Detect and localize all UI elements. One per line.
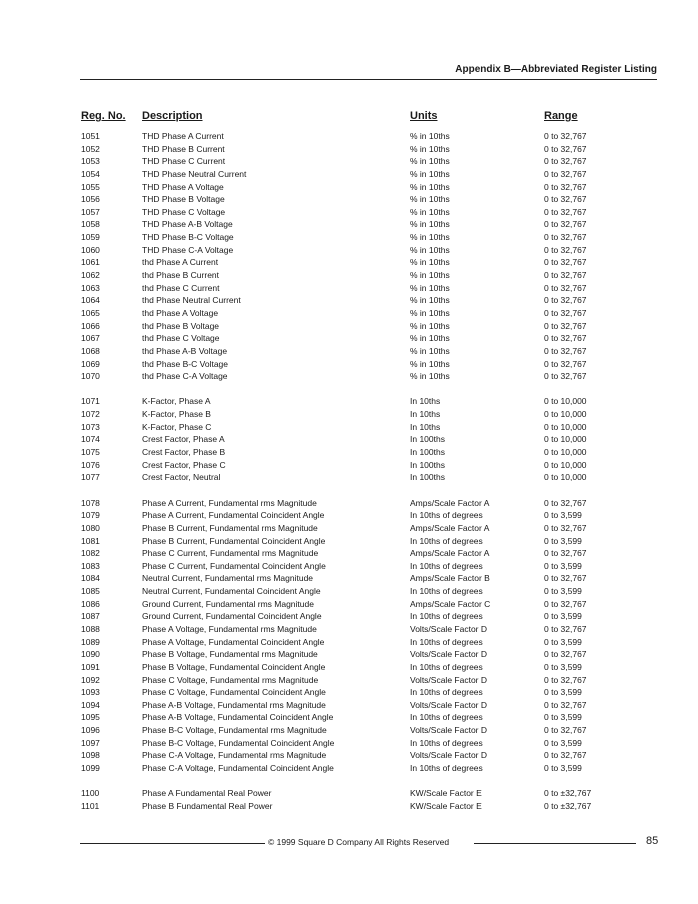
register-number: 1069 bbox=[81, 358, 100, 369]
register-units: Amps/Scale Factor A bbox=[410, 497, 490, 508]
register-units: % in 10ths bbox=[410, 358, 450, 369]
column-header-units: Units bbox=[410, 110, 438, 122]
register-units: In 10ths of degrees bbox=[410, 611, 483, 622]
register-number: 1079 bbox=[81, 510, 100, 521]
register-description: thd Phase A-B Voltage bbox=[142, 345, 228, 356]
register-range: 0 to 32,767 bbox=[544, 168, 587, 179]
table-row bbox=[0, 623, 698, 636]
register-units: Volts/Scale Factor D bbox=[410, 623, 488, 634]
table-row bbox=[0, 459, 698, 472]
register-number: 1063 bbox=[81, 282, 100, 293]
register-range: 0 to 32,767 bbox=[544, 232, 587, 243]
register-units: In 10ths of degrees bbox=[410, 535, 483, 546]
register-units: Volts/Scale Factor D bbox=[410, 649, 488, 660]
register-description: Phase A Current, Fundamental rms Magnitude bbox=[142, 497, 317, 508]
table-row bbox=[0, 294, 698, 307]
table-row bbox=[0, 193, 698, 206]
register-description: Phase C Voltage, Fundamental Coincident Angle bbox=[142, 687, 326, 698]
register-number: 1095 bbox=[81, 712, 100, 723]
register-units: % in 10ths bbox=[410, 194, 450, 205]
register-range: 0 to 32,767 bbox=[544, 371, 587, 382]
register-range: 0 to 10,000 bbox=[544, 459, 587, 470]
register-range: 0 to 3,599 bbox=[544, 586, 582, 597]
register-units: In 100ths bbox=[410, 459, 445, 470]
register-units: % in 10ths bbox=[410, 244, 450, 255]
register-description: Phase A Voltage, Fundamental Coincident Angle bbox=[142, 636, 325, 647]
register-range: 0 to 32,767 bbox=[544, 282, 587, 293]
register-description: Phase A Voltage, Fundamental rms Magnitude bbox=[142, 623, 317, 634]
register-units: Volts/Scale Factor D bbox=[410, 674, 488, 685]
register-number: 1077 bbox=[81, 472, 100, 483]
table-row bbox=[0, 471, 698, 484]
table-row bbox=[0, 497, 698, 510]
register-description: Phase B-C Voltage, Fundamental rms Magnitude bbox=[142, 725, 327, 736]
register-description: Ground Current, Fundamental Coincident Angle bbox=[142, 611, 322, 622]
register-range: 0 to 32,767 bbox=[544, 358, 587, 369]
register-number: 1086 bbox=[81, 598, 100, 609]
register-units: % in 10ths bbox=[410, 282, 450, 293]
column-headers bbox=[0, 110, 698, 124]
table-row bbox=[0, 307, 698, 320]
register-number: 1066 bbox=[81, 320, 100, 331]
register-range: 0 to 32,767 bbox=[544, 497, 587, 508]
register-number: 1058 bbox=[81, 219, 100, 230]
register-units: Amps/Scale Factor B bbox=[410, 573, 490, 584]
register-description: Crest Factor, Neutral bbox=[142, 472, 221, 483]
register-number: 1073 bbox=[81, 421, 100, 432]
register-units: Amps/Scale Factor A bbox=[410, 522, 490, 533]
register-description: Phase B Current, Fundamental Coincident Angle bbox=[142, 535, 326, 546]
register-number: 1054 bbox=[81, 168, 100, 179]
register-number: 1083 bbox=[81, 560, 100, 571]
register-units: % in 10ths bbox=[410, 219, 450, 230]
register-range: 0 to 3,599 bbox=[544, 510, 582, 521]
table-row bbox=[0, 547, 698, 560]
register-description: K-Factor, Phase C bbox=[142, 421, 212, 432]
table-row bbox=[0, 686, 698, 699]
register-number: 1093 bbox=[81, 687, 100, 698]
register-description: thd Phase A Current bbox=[142, 257, 219, 268]
register-range: 0 to 32,767 bbox=[544, 674, 587, 685]
register-units: % in 10ths bbox=[410, 156, 450, 167]
register-description: THD Phase C Voltage bbox=[142, 206, 226, 217]
register-units: In 10ths of degrees bbox=[410, 636, 483, 647]
register-units: In 10ths of degrees bbox=[410, 586, 483, 597]
register-number: 1067 bbox=[81, 333, 100, 344]
register-units: % in 10ths bbox=[410, 181, 450, 192]
register-range: 0 to 3,599 bbox=[544, 535, 582, 546]
register-units: % in 10ths bbox=[410, 320, 450, 331]
register-units: % in 10ths bbox=[410, 371, 450, 382]
register-description: Phase B Current, Fundamental rms Magnitude bbox=[142, 522, 318, 533]
register-range: 0 to 32,767 bbox=[544, 320, 587, 331]
register-number: 1074 bbox=[81, 434, 100, 445]
register-range: 0 to ±32,767 bbox=[544, 800, 592, 811]
table-row bbox=[0, 446, 698, 459]
register-range: 0 to 32,767 bbox=[544, 345, 587, 356]
column-header-description: Description bbox=[142, 110, 203, 122]
table-row bbox=[0, 724, 698, 737]
table-row bbox=[0, 395, 698, 408]
register-range: 0 to 3,599 bbox=[544, 560, 582, 571]
register-number: 1100 bbox=[81, 788, 100, 799]
register-number: 1075 bbox=[81, 447, 100, 458]
register-number: 1091 bbox=[81, 661, 100, 672]
register-number: 1080 bbox=[81, 522, 100, 533]
table-row bbox=[0, 749, 698, 762]
register-units: In 100ths bbox=[410, 434, 445, 445]
register-range: 0 to 32,767 bbox=[544, 143, 587, 154]
register-number: 1092 bbox=[81, 674, 100, 685]
header-divider bbox=[80, 79, 657, 80]
register-description: Phase B-C Voltage, Fundamental Coincident Angle bbox=[142, 737, 335, 748]
register-description: thd Phase C Current bbox=[142, 282, 220, 293]
register-units: In 10ths bbox=[410, 409, 441, 420]
table-row bbox=[0, 661, 698, 674]
table-row bbox=[0, 535, 698, 548]
table-row bbox=[0, 787, 698, 800]
register-number: 1062 bbox=[81, 270, 100, 281]
register-number: 1078 bbox=[81, 497, 100, 508]
register-units: % in 10ths bbox=[410, 270, 450, 281]
register-units: % in 10ths bbox=[410, 333, 450, 344]
register-description: thd Phase C Voltage bbox=[142, 333, 220, 344]
register-units: In 10ths of degrees bbox=[410, 737, 483, 748]
register-range: 0 to 32,767 bbox=[544, 750, 587, 761]
register-description: Crest Factor, Phase B bbox=[142, 447, 226, 458]
table-row bbox=[0, 218, 698, 231]
register-range: 0 to 32,767 bbox=[544, 270, 587, 281]
register-number: 1096 bbox=[81, 725, 100, 736]
register-description: THD Phase B Current bbox=[142, 143, 225, 154]
register-units: In 10ths of degrees bbox=[410, 560, 483, 571]
register-description: Phase A-B Voltage, Fundamental rms Magnitude bbox=[142, 699, 326, 710]
register-range: 0 to 10,000 bbox=[544, 447, 587, 458]
register-description: Phase B Voltage, Fundamental Coincident Angle bbox=[142, 661, 326, 672]
register-description: THD Phase C Current bbox=[142, 156, 226, 167]
register-range: 0 to 32,767 bbox=[544, 725, 587, 736]
register-description: thd Phase Neutral Current bbox=[142, 295, 241, 306]
register-number: 1055 bbox=[81, 181, 100, 192]
register-units: Volts/Scale Factor D bbox=[410, 725, 488, 736]
register-units: In 10ths of degrees bbox=[410, 763, 483, 774]
register-number: 1065 bbox=[81, 307, 100, 318]
register-units: In 10ths bbox=[410, 396, 441, 407]
register-range: 0 to 3,599 bbox=[544, 687, 582, 698]
table-row bbox=[0, 711, 698, 724]
page-number: 85 bbox=[646, 835, 659, 847]
register-description: K-Factor, Phase A bbox=[142, 396, 211, 407]
copyright-notice: © 1999 Square D Company All Rights Reserved bbox=[268, 837, 450, 847]
table-row bbox=[0, 320, 698, 333]
register-description: Phase C-A Voltage, Fundamental rms Magnitude bbox=[142, 750, 327, 761]
register-description: thd Phase C-A Voltage bbox=[142, 371, 228, 382]
register-table bbox=[0, 130, 698, 813]
register-number: 1056 bbox=[81, 194, 100, 205]
register-number: 1061 bbox=[81, 257, 100, 268]
register-number: 1076 bbox=[81, 459, 100, 470]
register-units: % in 10ths bbox=[410, 206, 450, 217]
register-units: KW/Scale Factor E bbox=[410, 788, 482, 799]
table-row bbox=[0, 168, 698, 181]
register-description: Phase B Voltage, Fundamental rms Magnitude bbox=[142, 649, 318, 660]
register-range: 0 to 10,000 bbox=[544, 434, 587, 445]
register-description: Phase C-A Voltage, Fundamental Coincident Angle bbox=[142, 763, 334, 774]
register-description: THD Phase A Current bbox=[142, 131, 224, 141]
register-units: In 10ths bbox=[410, 421, 441, 432]
register-units: In 10ths of degrees bbox=[410, 712, 483, 723]
register-range: 0 to 3,599 bbox=[544, 661, 582, 672]
register-number: 1052 bbox=[81, 143, 100, 154]
table-row bbox=[0, 648, 698, 661]
register-number: 1059 bbox=[81, 232, 100, 243]
table-row bbox=[0, 598, 698, 611]
register-range: 0 to 10,000 bbox=[544, 472, 587, 483]
register-number: 1072 bbox=[81, 409, 100, 420]
register-description: Phase C Voltage, Fundamental rms Magnitude bbox=[142, 674, 319, 685]
column-header-reg-no: Reg. No. bbox=[81, 110, 126, 122]
table-row bbox=[0, 181, 698, 194]
table-row bbox=[0, 206, 698, 219]
register-units: Volts/Scale Factor D bbox=[410, 750, 488, 761]
register-description: Phase A-B Voltage, Fundamental Coincident Angle bbox=[142, 712, 334, 723]
register-units: % in 10ths bbox=[410, 257, 450, 268]
table-row bbox=[0, 699, 698, 712]
register-units: In 100ths bbox=[410, 472, 445, 483]
column-header-range: Range bbox=[544, 110, 578, 122]
register-units: % in 10ths bbox=[410, 345, 450, 356]
table-row bbox=[0, 762, 698, 775]
register-description: THD Phase A-B Voltage bbox=[142, 219, 233, 230]
register-description: THD Phase B-C Voltage bbox=[142, 232, 234, 243]
page-header-title: Appendix B—Abbreviated Register Listing bbox=[455, 64, 657, 75]
register-number: 1053 bbox=[81, 156, 100, 167]
register-number: 1070 bbox=[81, 371, 100, 382]
table-row bbox=[0, 433, 698, 446]
register-number: 1081 bbox=[81, 535, 100, 546]
register-description: THD Phase Neutral Current bbox=[142, 168, 247, 179]
register-units: % in 10ths bbox=[410, 295, 450, 306]
register-description: Phase C Current, Fundamental Coincident Angle bbox=[142, 560, 326, 571]
table-row bbox=[0, 737, 698, 750]
register-description: Ground Current, Fundamental rms Magnitude bbox=[142, 598, 314, 609]
register-units: Volts/Scale Factor D bbox=[410, 699, 488, 710]
register-range: 0 to 32,767 bbox=[544, 131, 587, 141]
table-row bbox=[0, 332, 698, 345]
register-units: In 10ths of degrees bbox=[410, 687, 483, 698]
table-row bbox=[0, 408, 698, 421]
table-row bbox=[0, 143, 698, 156]
register-units: % in 10ths bbox=[410, 131, 450, 141]
table-row bbox=[0, 636, 698, 649]
table-row bbox=[0, 256, 698, 269]
register-number: 1084 bbox=[81, 573, 100, 584]
register-number: 1071 bbox=[81, 396, 100, 407]
register-description: Neutral Current, Fundamental Coincident Angle bbox=[142, 586, 321, 597]
table-row bbox=[0, 800, 698, 813]
register-number: 1094 bbox=[81, 699, 100, 710]
register-range: 0 to 32,767 bbox=[544, 649, 587, 660]
register-number: 1051 bbox=[81, 131, 100, 141]
register-number: 1057 bbox=[81, 206, 100, 217]
table-row bbox=[0, 358, 698, 371]
table-row bbox=[0, 560, 698, 573]
register-description: THD Phase B Voltage bbox=[142, 194, 225, 205]
table-row bbox=[0, 345, 698, 358]
register-range: 0 to 10,000 bbox=[544, 396, 587, 407]
register-range: 0 to 3,599 bbox=[544, 737, 582, 748]
footer-rule-right bbox=[474, 843, 636, 844]
register-number: 1068 bbox=[81, 345, 100, 356]
register-description: thd Phase B Voltage bbox=[142, 320, 220, 331]
register-range: 0 to 10,000 bbox=[544, 421, 587, 432]
register-units: % in 10ths bbox=[410, 168, 450, 179]
register-range: 0 to 32,767 bbox=[544, 522, 587, 533]
register-units: In 10ths of degrees bbox=[410, 510, 483, 521]
table-row bbox=[0, 231, 698, 244]
table-row bbox=[0, 130, 698, 143]
register-number: 1089 bbox=[81, 636, 100, 647]
register-number: 1085 bbox=[81, 586, 100, 597]
register-range: 0 to 32,767 bbox=[544, 244, 587, 255]
register-description: K-Factor, Phase B bbox=[142, 409, 211, 420]
register-number: 1087 bbox=[81, 611, 100, 622]
table-row bbox=[0, 282, 698, 295]
register-range: 0 to 32,767 bbox=[544, 181, 587, 192]
table-row bbox=[0, 610, 698, 623]
register-range: 0 to 32,767 bbox=[544, 307, 587, 318]
table-row bbox=[0, 269, 698, 282]
register-number: 1099 bbox=[81, 763, 100, 774]
register-range: 0 to ±32,767 bbox=[544, 788, 592, 799]
table-row bbox=[0, 421, 698, 434]
register-description: thd Phase A Voltage bbox=[142, 307, 219, 318]
register-range: 0 to 32,767 bbox=[544, 623, 587, 634]
register-range: 0 to 32,767 bbox=[544, 333, 587, 344]
register-number: 1097 bbox=[81, 737, 100, 748]
table-row bbox=[0, 585, 698, 598]
register-description: thd Phase B-C Voltage bbox=[142, 358, 229, 369]
register-units: In 100ths bbox=[410, 447, 445, 458]
register-description: THD Phase A Voltage bbox=[142, 181, 224, 192]
table-row bbox=[0, 522, 698, 535]
register-description: Crest Factor, Phase A bbox=[142, 434, 225, 445]
register-range: 0 to 3,599 bbox=[544, 611, 582, 622]
register-units: % in 10ths bbox=[410, 307, 450, 318]
table-row bbox=[0, 244, 698, 257]
register-number: 1090 bbox=[81, 649, 100, 660]
register-units: KW/Scale Factor E bbox=[410, 800, 482, 811]
register-number: 1064 bbox=[81, 295, 100, 306]
register-number: 1101 bbox=[81, 800, 100, 811]
register-range: 0 to 32,767 bbox=[544, 573, 587, 584]
register-range: 0 to 32,767 bbox=[544, 206, 587, 217]
register-description: Phase B Fundamental Real Power bbox=[142, 800, 273, 811]
table-row bbox=[0, 509, 698, 522]
table-row bbox=[0, 155, 698, 168]
register-units: Amps/Scale Factor A bbox=[410, 548, 490, 559]
register-range: 0 to 3,599 bbox=[544, 712, 582, 723]
register-number: 1098 bbox=[81, 750, 100, 761]
register-description: Phase C Current, Fundamental rms Magnitude bbox=[142, 548, 319, 559]
register-units: % in 10ths bbox=[410, 143, 450, 154]
register-number: 1088 bbox=[81, 623, 100, 634]
register-range: 0 to 32,767 bbox=[544, 156, 587, 167]
register-range: 0 to 3,599 bbox=[544, 636, 582, 647]
register-description: thd Phase B Current bbox=[142, 270, 220, 281]
page-footer bbox=[0, 837, 698, 851]
register-units: Amps/Scale Factor C bbox=[410, 598, 491, 609]
register-number: 1060 bbox=[81, 244, 100, 255]
footer-rule-left bbox=[80, 843, 265, 844]
register-units: % in 10ths bbox=[410, 232, 450, 243]
register-description: Crest Factor, Phase C bbox=[142, 459, 226, 470]
table-row bbox=[0, 572, 698, 585]
register-range: 0 to 32,767 bbox=[544, 219, 587, 230]
register-number: 1082 bbox=[81, 548, 100, 559]
register-range: 0 to 32,767 bbox=[544, 194, 587, 205]
register-range: 0 to 3,599 bbox=[544, 763, 582, 774]
register-range: 0 to 32,767 bbox=[544, 699, 587, 710]
table-row bbox=[0, 370, 698, 383]
register-range: 0 to 32,767 bbox=[544, 598, 587, 609]
register-description: Phase A Fundamental Real Power bbox=[142, 788, 272, 799]
register-units: In 10ths of degrees bbox=[410, 661, 483, 672]
register-description: Phase A Current, Fundamental Coincident Angle bbox=[142, 510, 325, 521]
register-range: 0 to 32,767 bbox=[544, 257, 587, 268]
register-description: Neutral Current, Fundamental rms Magnitude bbox=[142, 573, 314, 584]
register-description: THD Phase C-A Voltage bbox=[142, 244, 234, 255]
table-row bbox=[0, 674, 698, 687]
register-range: 0 to 32,767 bbox=[544, 295, 587, 306]
register-range: 0 to 10,000 bbox=[544, 409, 587, 420]
register-range: 0 to 32,767 bbox=[544, 548, 587, 559]
